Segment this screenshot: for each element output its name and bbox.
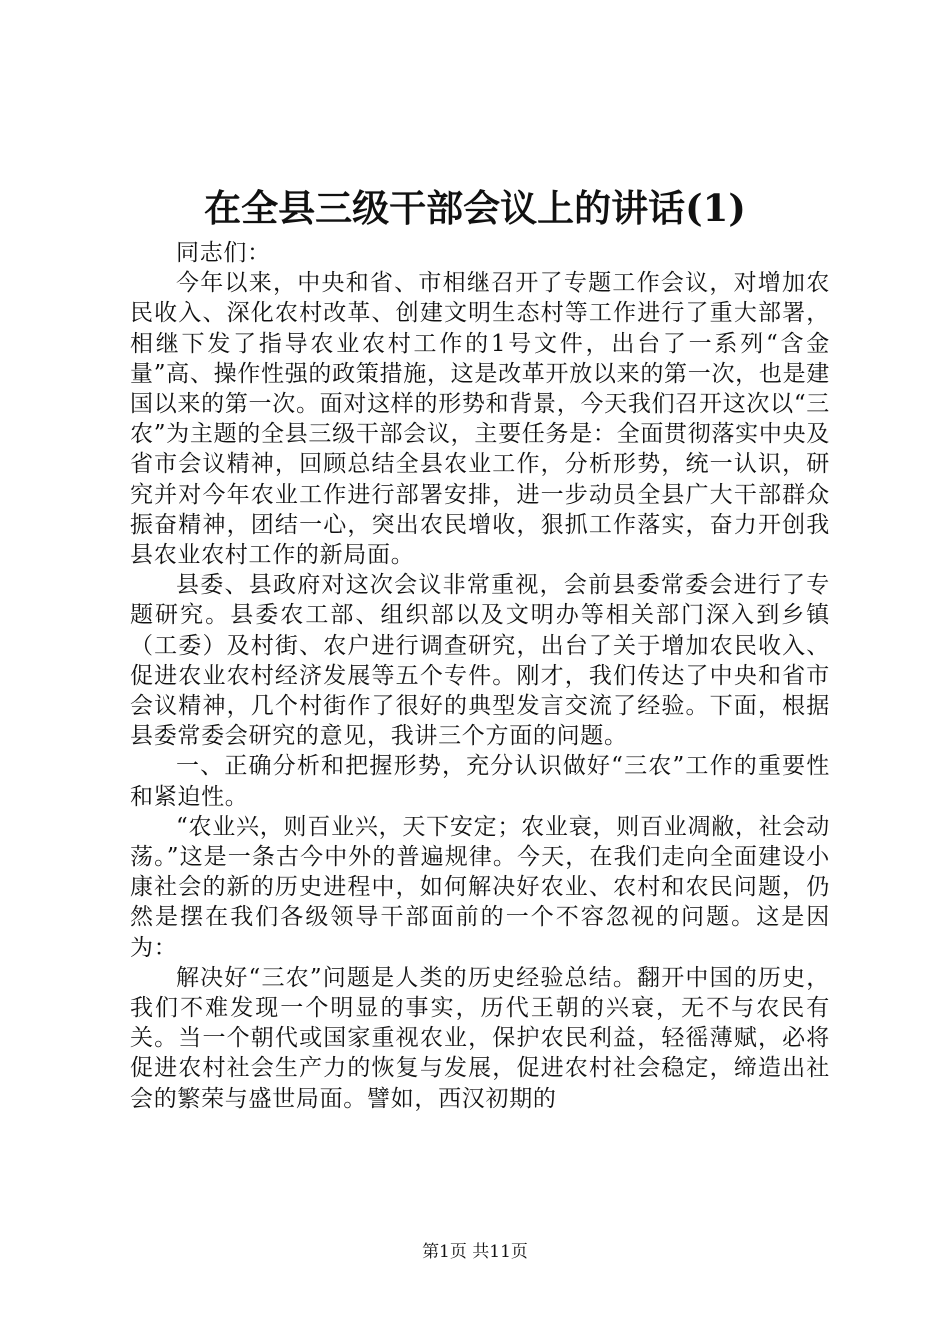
paragraph: “农业兴，则百业兴，天下安定；农业衰，则百业凋敝，社会动荡。”这是一条古今中外的普遍规律。今天，在我们走向全面建设小康社会的新的历史进程中，如何解决好农业、农村和农民问题，仍然是摆在我们各级领导干部面前的一个不容忽视的问题。这是因为：	[130, 813, 830, 961]
paragraph: 县委、县政府对这次会议非常重视，会前县委常委会进行了专题研究。县委农工部、组织部以及文明办等相关部门深入到乡镇（工委）及村街、农户进行调查研究，出台了关于增加农民收入、促进农业农村经济发展等五个专件。刚才，我们传达了中央和省市会议精神，几个村街作了很好的典型发言交流了经验。下面，根据县委常委会研究的意见，我讲三个方面的问题。	[130, 572, 830, 750]
document-title: 在全县三级干部会议上的讲话(1)	[204, 186, 746, 230]
document-body	[130, 238, 830, 1114]
section-heading: 一、正确分析和把握形势，充分认识做好“三农”工作的重要性和紧迫性。	[130, 753, 830, 810]
paragraph-salutation: 同志们：	[176, 240, 271, 266]
page-footer: 第1页 共11页	[422, 1242, 528, 1262]
paragraph: 今年以来，中央和省、市相继召开了专题工作会议，对增加农民收入、深化农村改革、创建文明生态村等工作进行了重大部署，相继下发了指导农业农村工作的1号文件，出台了一系列“含金量”高、操作性强的政策措施，这是改革开放以来的第一次，也是建国以来的第一次。面对这样的形势和背景，今天我们召开这次以“三农”为主题的全县三级干部会议，主要任务是：全面贯彻落实中央及省市会议精神，回顾总结全县农业工作，分析形势，统一认识，研究并对今年农业工作进行部署安排，进一步动员全县广大干部群众振奋精神，团结一心，突出农民增收，狠抓工作落实，奋力开创我县农业农村工作的新局面。	[130, 270, 830, 569]
paragraph: 解决好“三农”问题是人类的历史经验总结。翻开中国的历史，我们不难发现一个明显的事实，历代王朝的兴衰，无不与农民有关。当一个朝代或国家重视农业，保护农民利益，轻徭薄赋，必将促进农村社会生产力的恢复与发展，促进农村社会稳定，缔造出社会的繁荣与盛世局面。譬如，西汉初期的	[130, 964, 830, 1112]
